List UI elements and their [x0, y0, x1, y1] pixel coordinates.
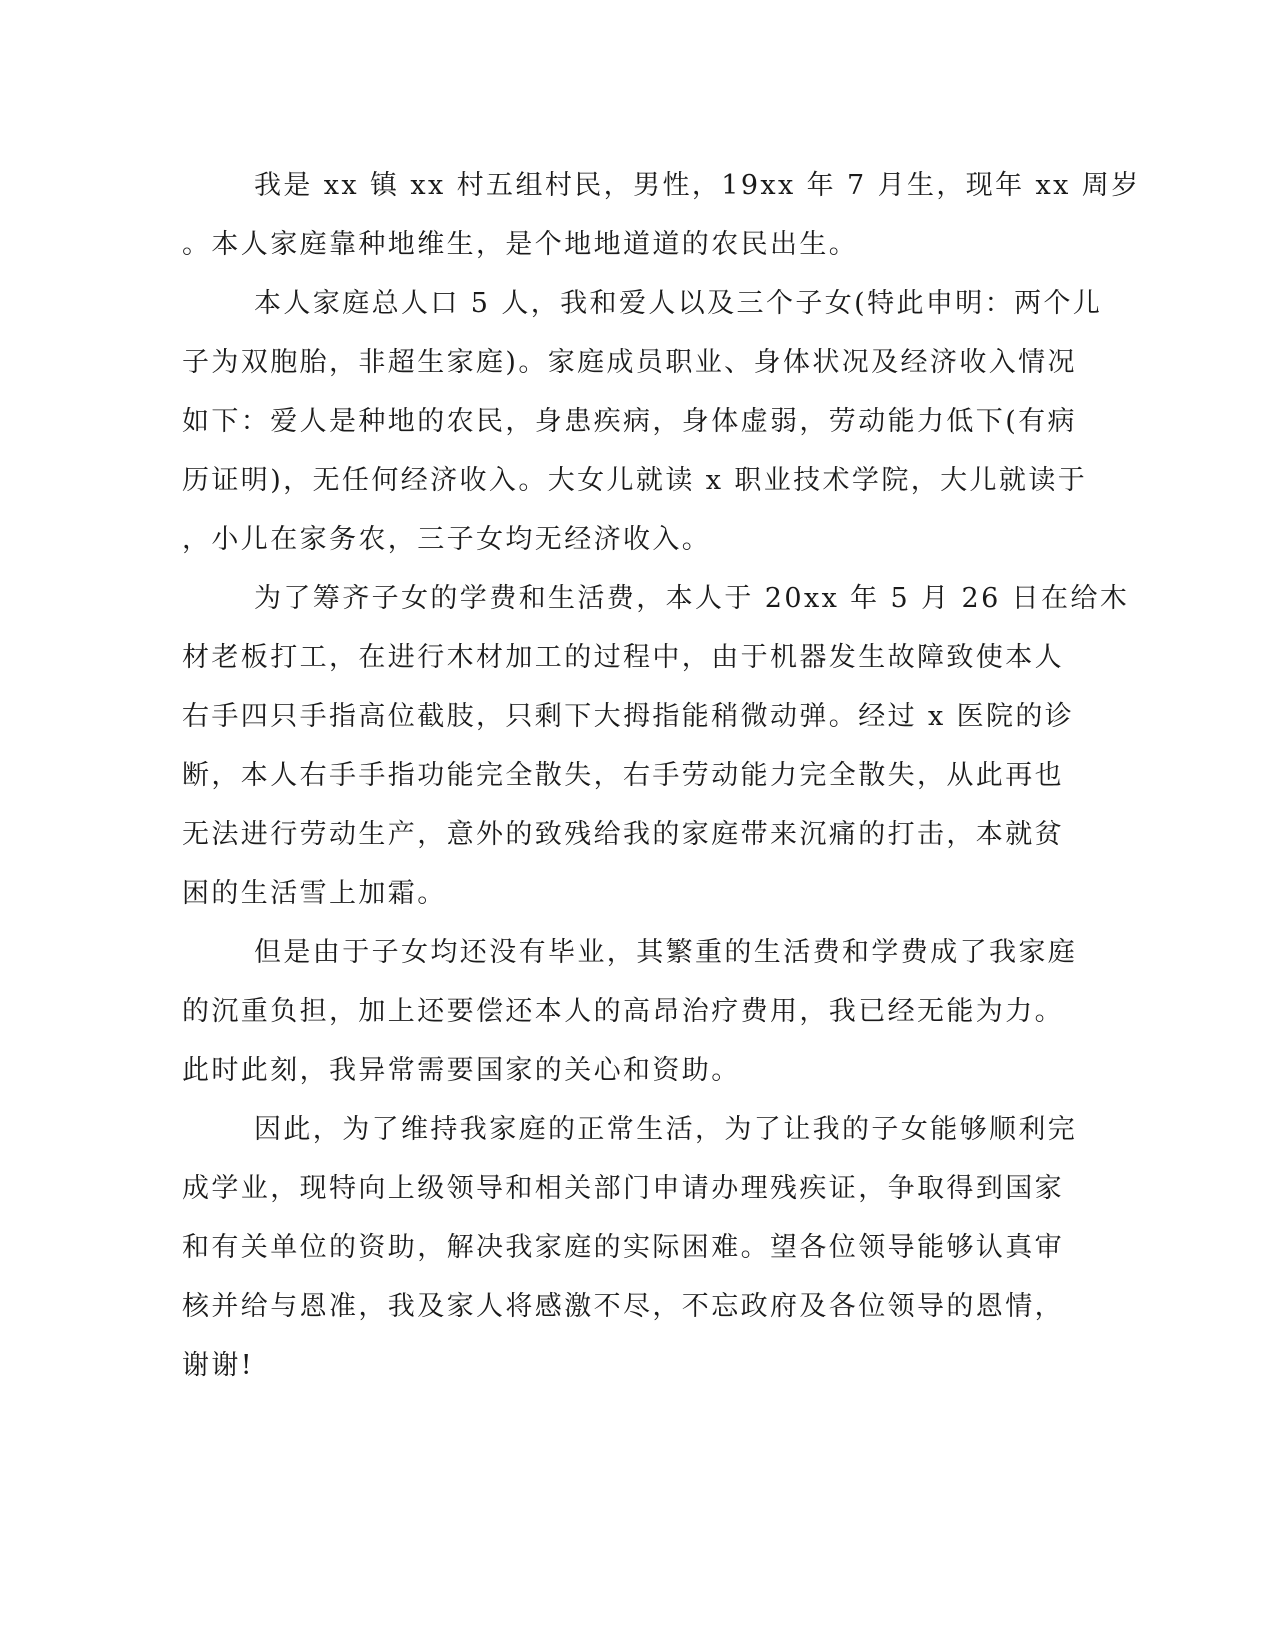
- text-line: 我是 xx 镇 xx 村五组村民，男性，19xx 年 7 月生，现年 xx 周岁: [254, 170, 1141, 201]
- text-line: 断，本人右手手指功能完全散失，右手劳动能力完全散失，从此再也: [182, 760, 1064, 791]
- text-line: 材老板打工，在进行木材加工的过程中，由于机器发生故障致使本人: [182, 642, 1064, 673]
- paragraph-3: [182, 569, 1130, 923]
- text-line: 困的生活雪上加霜。: [182, 878, 447, 909]
- text-line: 右手四只手指高位截肢，只剩下大拇指能稍微动弹。经过 x 医院的诊: [182, 701, 1075, 732]
- text-line: 子为双胞胎，非超生家庭)。家庭成员职业、身体状况及经济收入情况: [182, 347, 1077, 378]
- text-line: ，小儿在家务农，三子女均无经济收入。: [182, 524, 712, 555]
- text-line: 无法进行劳动生产，意外的致残给我的家庭带来沉痛的打击，本就贫: [182, 819, 1064, 850]
- paragraph-4: [182, 923, 1078, 1100]
- text-line: 核并给与恩准，我及家人将感激不尽，不忘政府及各位领导的恩情，: [182, 1291, 1064, 1322]
- paragraph-5: [182, 1100, 1078, 1395]
- text-line: 如下：爱人是种地的农民，身患疾病，身体虚弱，劳动能力低下(有病: [182, 406, 1077, 437]
- paragraph-2: [182, 274, 1103, 569]
- text-line: 。本人家庭靠种地维生，是个地地道道的农民出生。: [182, 229, 859, 260]
- text-line: 的沉重负担，加上还要偿还本人的高昂治疗费用，我已经无能为力。: [182, 996, 1064, 1027]
- text-line: 但是由于子女均还没有毕业，其繁重的生活费和学费成了我家庭: [254, 937, 1078, 968]
- document-body: [182, 156, 1141, 1395]
- text-line: 本人家庭总人口 5 人，我和爱人以及三个子女(特此申明：两个儿: [254, 288, 1103, 319]
- text-line: 成学业，现特向上级领导和相关部门申请办理残疾证，争取得到国家: [182, 1173, 1064, 1204]
- text-line: 谢谢!: [182, 1350, 255, 1381]
- paragraph-1: [182, 156, 1141, 274]
- text-line: 和有关单位的资助，解决我家庭的实际困难。望各位领导能够认真审: [182, 1232, 1064, 1263]
- text-line: 此时此刻，我异常需要国家的关心和资助。: [182, 1055, 741, 1086]
- text-line: 因此，为了维持我家庭的正常生活，为了让我的子女能够顺利完: [254, 1114, 1078, 1145]
- text-line: 历证明)，无任何经济收入。大女儿就读 x 职业技术学院，大儿就读于: [182, 465, 1088, 496]
- text-line: 为了筹齐子女的学费和生活费，本人于 20xx 年 5 月 26 日在给木: [254, 583, 1130, 614]
